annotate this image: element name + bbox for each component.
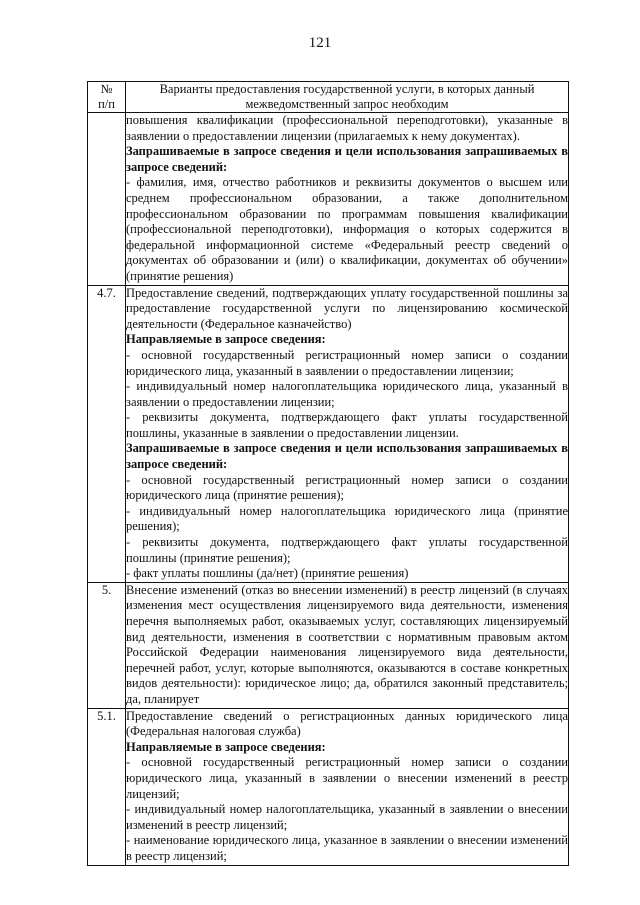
paragraph: Предоставление сведений, подтверждающих уплату государственной пошлины за предоставление государственной услуги по лицензированию космической деятельности (Федеральное казначейство) xyxy=(126,285,568,331)
row-number-cell xyxy=(88,582,126,708)
paragraph: Предоставление сведений о регистрационных данных юридического лица (Федеральная налоговая служба) xyxy=(126,708,568,739)
paragraph: повышения квалификации (профессиональной переподготовки), указанные в заявлении о предоставлении лицензии (прилагаемых к нему документах). xyxy=(126,113,568,143)
row-number-cell xyxy=(88,708,126,865)
row-number-cell xyxy=(88,113,126,286)
row-content-cell xyxy=(126,708,569,865)
requests-table xyxy=(87,81,569,866)
row-number: 5. xyxy=(101,582,112,597)
row-content-cell xyxy=(126,285,569,582)
page-number: 121 xyxy=(308,35,332,51)
table-body xyxy=(88,82,569,866)
section-heading: Запрашиваемые в запросе сведения и цели использования запрашиваемых в запросе сведений: xyxy=(126,441,568,472)
section-heading: Запрашиваемые в запросе сведения и цели использования запрашиваемых в запросе сведений: xyxy=(126,144,568,174)
paragraph: - факт уплаты пошлины (да/нет) (принятие решения) xyxy=(126,566,409,581)
row-content-cell xyxy=(126,582,569,708)
row-number: 5.1. xyxy=(97,708,116,723)
row-number: 4.7. xyxy=(97,285,116,300)
header-number-cell xyxy=(88,82,126,113)
table-header-row xyxy=(88,82,569,113)
paragraph: - реквизиты документа, подтверждающего факт уплаты государственной пошлины (принятие решения); xyxy=(126,535,568,565)
paragraph: - основной государственный регистрационный номер записи о создании юридического лица, указанный в заявлении о предоставлении лицензии; xyxy=(126,347,568,378)
section-heading: Направляемые в запросе сведения: xyxy=(126,739,326,754)
paragraph: - наименование юридического лица, указанное в заявлении о внесении изменений в реестр лицензий; xyxy=(126,833,568,863)
header-number-label: № xyxy=(100,82,113,96)
table-row xyxy=(88,113,569,286)
row-content-cell xyxy=(126,113,569,286)
paragraph: - основной государственный регистрационный номер записи о создании юридического лица, указанный в заявлении о внесении изменений в реестр лицензий; xyxy=(126,755,568,801)
header-title-cell xyxy=(126,82,569,113)
table-row xyxy=(88,285,569,582)
section-heading: Направляемые в запросе сведения: xyxy=(126,332,326,347)
row-number-cell xyxy=(88,285,126,582)
paragraph: - реквизиты документа, подтверждающего факт уплаты государственной пошлины, указанные в заявлении о предоставлении лицензии. xyxy=(126,410,568,440)
paragraph: - индивидуальный номер налогоплательщика юридического лица, указанный в заявлении о предоставлении лицензии; xyxy=(126,379,568,409)
table-row xyxy=(88,582,569,708)
paragraph: - индивидуальный номер налогоплательщика юридического лица (принятие решения); xyxy=(126,503,568,534)
paragraph: - фамилия, имя, отчество работников и реквизиты документов о высшем или среднем профессиональном образовании, а также дополнительном профессиональном образовании по программам повышения квалификации (профессиональной переподготовки), информация о которых содержится в федеральной информационной системе «Федеральный реестр сведений о документах об образовании и (или) о квалификации, документах об обучении» (принятие решения) xyxy=(126,175,568,283)
paragraph: - основной государственный регистрационный номер записи о создании юридического лица (принятие решения); xyxy=(126,472,568,503)
paragraph: Внесение изменений (отказ во внесении изменений) в реестр лицензий (в случаях изменения мест осуществления лицензируемого вида деятельности, изменения перечня выполняемых работ, оказываемых услуг, составляющих лицензируемый вид деятельности, изменения в соответствии с нормативным правовым актом Российской Федерации наименования лицензируемого вида деятельности, перечней работ, услуг, которые выполняются, оказываются в составе конкретных видов деятельности): юридическое лицо; да, обратился законный представитель; да, планирует xyxy=(126,582,568,706)
paragraph: - индивидуальный номер налогоплательщика, указанный в заявлении о внесении изменений в реестр лицензий; xyxy=(126,802,568,832)
table-row xyxy=(88,708,569,865)
header-title: Варианты предоставления государственной услуги, в которых данный межведомственный запрос необходим xyxy=(159,82,535,111)
header-number-sublabel: п/п xyxy=(98,97,115,111)
